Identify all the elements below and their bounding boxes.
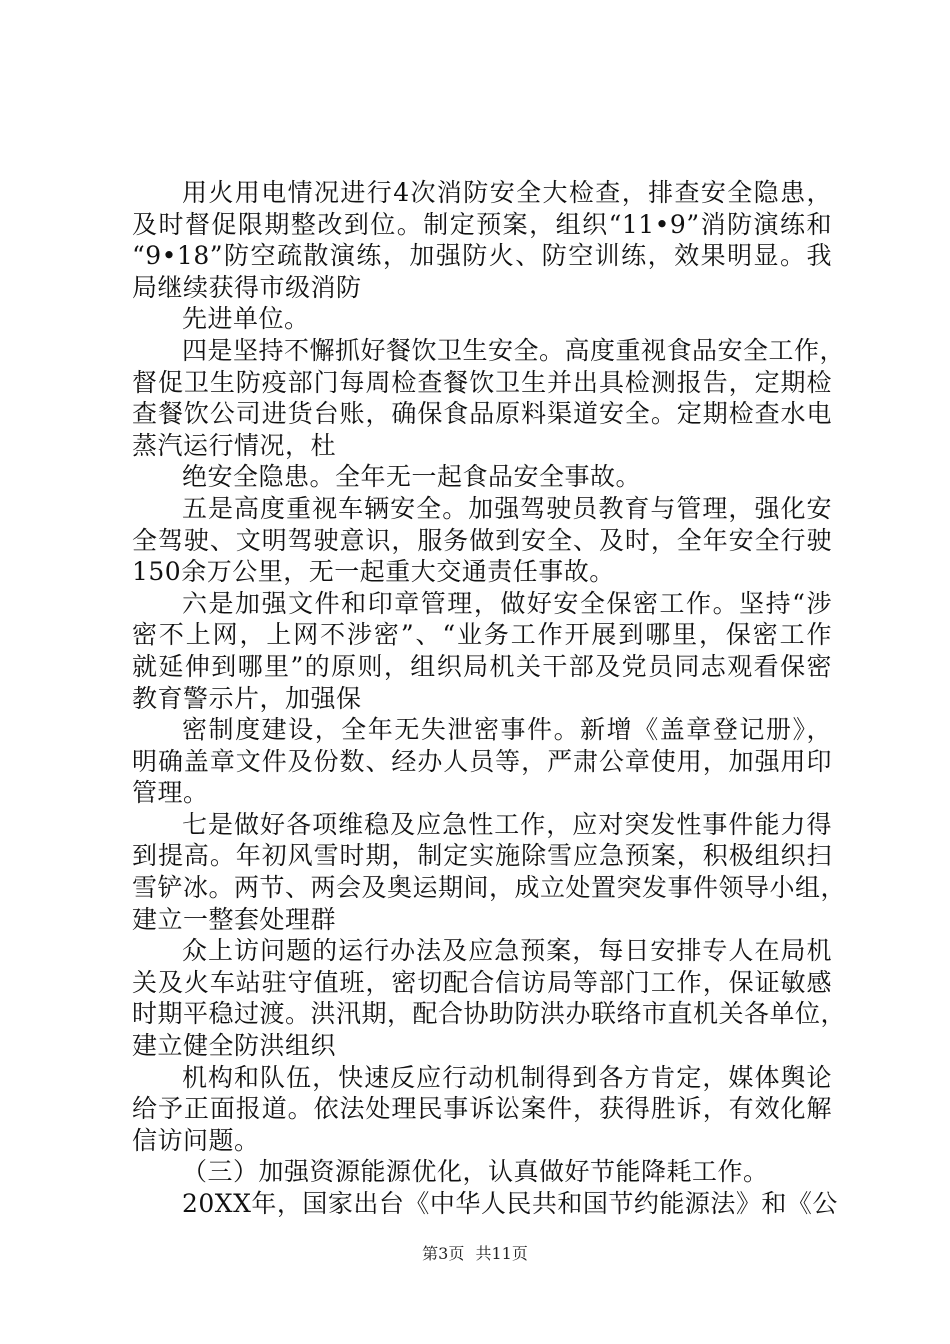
text-line: 150余万公里，无一起重大交通责任事故。 [132,557,615,587]
page-number: 第3页 [422,1244,465,1263]
text-line: 七是做好各项维稳及应急性工作，应对突发性事件能力得 [182,809,832,839]
text-line: “9•18”防空疏散演练，加强防火、防空训练，效果明显。我 [132,241,832,271]
text-line: 全驾驶、文明驾驶意识，服务做到安全、及时，全年安全行驶 [132,525,832,555]
page-footer [0,1244,950,1264]
text-line: 关及火车站驻守值班，密切配合信访局等部门工作，保证敏感 [132,967,832,997]
text-line: 六是加强文件和印章管理，做好安全保密工作。坚持“涉 [182,588,832,618]
text-line: 建立一整套处理群 [132,904,337,934]
text-line: 蒸汽运行情况，杜 [132,430,337,460]
text-line: 教育警示片，加强保 [132,683,362,713]
text-line: 明确盖章文件及份数、经办人员等，严肃公章使用，加强用印 [132,746,832,776]
text-line: 密制度建设，全年无失泄密事件。新增《盖章登记册》， [182,715,832,745]
text-line: 局继续获得市级消防 [132,272,362,302]
text-line: 四是坚持不懈抓好餐饮卫生安全。高度重视食品安全工作， [182,335,846,365]
text-line: 信访问题。 [132,1125,260,1155]
text-line: 就延伸到哪里”的原则，组织局机关干部及党员同志观看保密 [132,651,832,681]
text-line: 密不上网，上网不涉密”、“业务工作开展到哪里，保密工作 [132,620,832,650]
text-line: 众上访问题的运行办法及应急预案，每日安排专人在局机 [182,936,832,966]
text-line: 给予正面报道。依法处理民事诉讼案件，获得胜诉，有效化解 [132,1094,832,1124]
text-line: 先进单位。 [182,304,310,334]
text-line: 管理。 [132,778,209,808]
text-line: 绝安全隐患。全年无一起食品安全事故。 [182,462,642,492]
text-line: 及时督促限期整改到位。制定预案，组织“11•9”消防演练和 [132,209,832,239]
text-line: 五是高度重视车辆安全。加强驾驶员教育与管理，强化安 [182,493,832,523]
page-total: 共11页 [475,1244,528,1263]
text-line: 20XX年，国家出台《中华人民共和国节约能源法》和《公 [182,1189,838,1218]
text-line: 时期平稳过渡。洪汛期，配合协助防洪办联络市直机关各单位， [132,999,847,1029]
text-line: 建立健全防洪组织 [132,1031,337,1061]
text-line: （三）加强资源能源优化，认真做好节能降耗工作。 [182,1157,769,1187]
text-line: 查餐饮公司进货台账，确保食品原料渠道安全。定期检查水电 [132,399,832,429]
text-line: 机构和队伍，快速反应行动机制得到各方肯定，媒体舆论 [182,1062,832,1092]
body-text [132,177,847,1220]
text-line: 督促卫生防疫部门每周检查餐饮卫生并出具检测报告，定期检 [132,367,832,397]
text-line: 雪铲冰。两节、两会及奥运期间，成立处置突发事件领导小组， [132,873,847,903]
text-line: 到提高。年初风雪时期，制定实施除雪应急预案，积极组织扫 [132,841,832,871]
text-line: 用火用电情况进行4次消防安全大检查，排查安全隐患， [182,178,832,207]
